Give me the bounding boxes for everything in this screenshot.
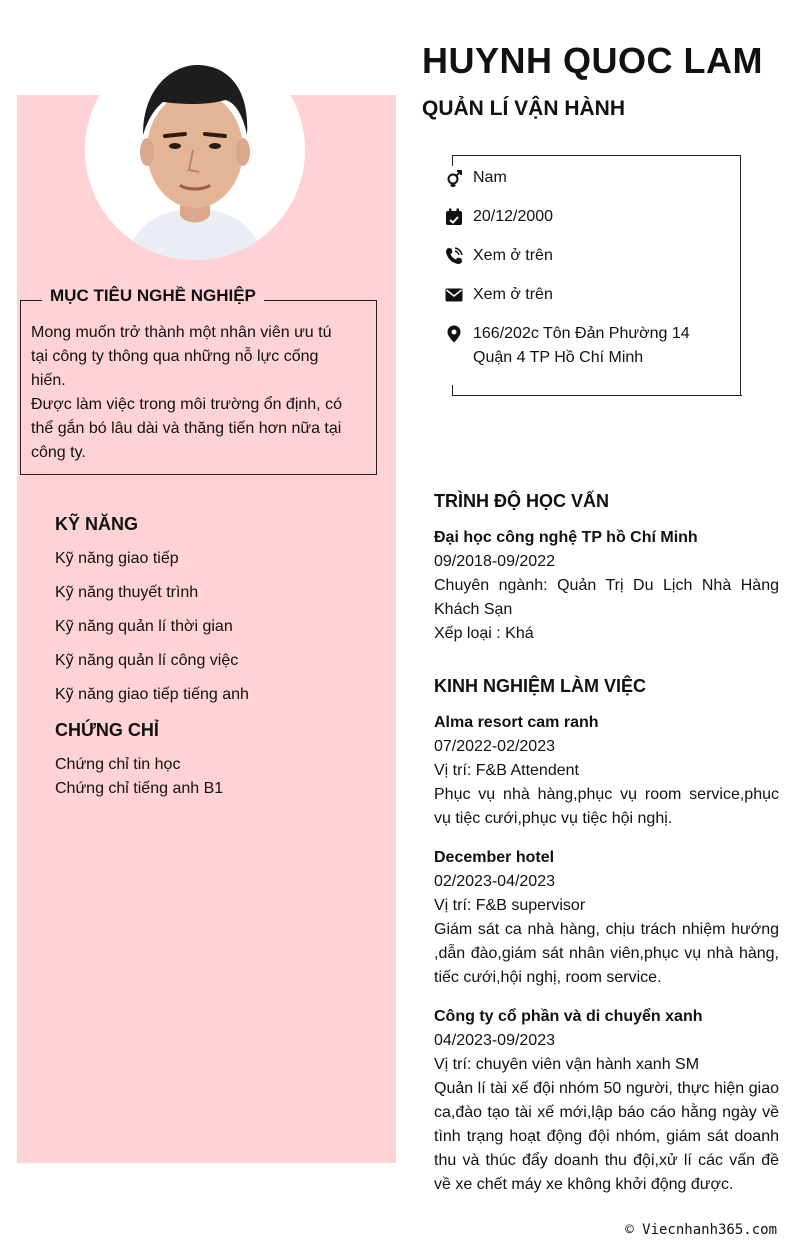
education-major: Chuyên ngành: Quản Trị Du Lịch Nhà Hàng Khách Sạn (434, 577, 779, 618)
certificates-title: CHỨNG CHỈ (55, 720, 159, 740)
gender-value: Nam (473, 169, 507, 186)
job-description: Quản lí tài xế đội nhóm 50 người, thực hiện giao ca,đào tạo tài xế mới,lập báo cáo hằng ngày về tình trạng hoạt động đội nhóm, giám sát doanh thu và thúc đẩy doanh thu đội,xử lí các vấn đề về xe chết máy xe không khởi động được. (434, 1080, 779, 1193)
objective-line: công ty. (31, 444, 86, 461)
job-company: December hotel (434, 849, 555, 866)
skills-title: KỸ NĂNG (55, 514, 139, 534)
education-title: TRÌNH ĐỘ HỌC VẤN (434, 491, 609, 511)
phone-link[interactable]: Xem ở trên (473, 247, 553, 264)
certificate-item: Chứng chỉ tin học (55, 756, 181, 773)
job-entry (434, 1005, 779, 1197)
watermark: © Viecnhanh365.com (625, 1222, 777, 1238)
job-period: 02/2023-04/2023 (434, 873, 555, 890)
calendar-icon (445, 208, 463, 226)
skill-item: Kỹ năng quản lí thời gian (55, 618, 233, 635)
address-line-2: Quận 4 TP Hồ Chí Minh (473, 349, 644, 366)
objective-text (31, 321, 366, 465)
job-company: Công ty cổ phần và di chuyển xanh (434, 1008, 703, 1025)
education-entry (434, 526, 779, 646)
job-description: Giám sát ca nhà hàng, chịu trách nhiệm hướng ,dẫn đào,giám sát nhân viên,phục vụ nhà hàng, tiếc cưới,hội nghị, room service. (434, 921, 779, 986)
job-period: 04/2023-09/2023 (434, 1032, 555, 1049)
certificate-item: Chứng chỉ tiếng anh B1 (55, 780, 224, 797)
job-title: QUẢN LÍ VẬN HÀNH (422, 97, 625, 120)
birthdate-value: 20/12/2000 (473, 208, 554, 225)
address-line-1: 166/202c Tôn Đản Phường 14 (473, 325, 690, 342)
gender-icon (445, 169, 463, 187)
objective-line: hiến. (31, 372, 66, 389)
job-company: Alma resort cam ranh (434, 714, 599, 731)
skill-item: Kỹ năng thuyết trình (55, 584, 199, 601)
objective-title: MỤC TIÊU NGHỀ NGHIỆP (42, 284, 264, 308)
education-grade: Xếp loại : Khá (434, 625, 534, 642)
skill-item: Kỹ năng giao tiếp (55, 550, 179, 567)
objective-line: tại công ty thông qua những nỗ lực cống (31, 348, 319, 365)
job-position: Vị trí: chuyên viên vận hành xanh SM (434, 1056, 700, 1073)
objective-line: Mong muốn trở thành một nhân viên ưu tú (31, 324, 332, 341)
full-name: HUYNH QUOC LAM (422, 40, 763, 81)
contact-gender (445, 166, 507, 190)
job-position: Vị trí: F&B Attendent (434, 762, 579, 779)
contact-birthdate (445, 205, 553, 229)
location-icon (445, 325, 463, 343)
objective-line: Được làm việc trong môi trường ổn định, có (31, 396, 342, 413)
education-school: Đại học công nghệ TP hồ Chí Minh (434, 529, 698, 546)
contact-box-border (452, 395, 742, 396)
profile-photo (85, 40, 305, 260)
skill-item: Kỹ năng quản lí công việc (55, 652, 239, 669)
phone-icon (445, 247, 463, 265)
email-link[interactable]: Xem ở trên (473, 286, 553, 303)
job-position: Vị trí: F&B supervisor (434, 897, 586, 914)
experience-title: KINH NGHIỆM LÀM VIỆC (434, 676, 647, 696)
job-period: 07/2022-02/2023 (434, 738, 555, 755)
mail-icon (445, 286, 463, 304)
avatar (85, 40, 305, 260)
contact-email (445, 283, 553, 307)
contact-address (445, 322, 690, 370)
education-period: 09/2018-09/2022 (434, 553, 555, 570)
objective-line: thể gắn bó lâu dài và thăng tiến hơn nữa tại (31, 420, 342, 437)
skill-item: Kỹ năng giao tiếp tiếng anh (55, 686, 249, 703)
job-entry (434, 711, 779, 831)
job-description: Phục vụ nhà hàng,phục vụ room service,phục vụ tiệc cưới,phục vụ tiệc hội nghị. (434, 786, 779, 827)
contact-phone (445, 244, 553, 268)
job-entry (434, 846, 779, 990)
